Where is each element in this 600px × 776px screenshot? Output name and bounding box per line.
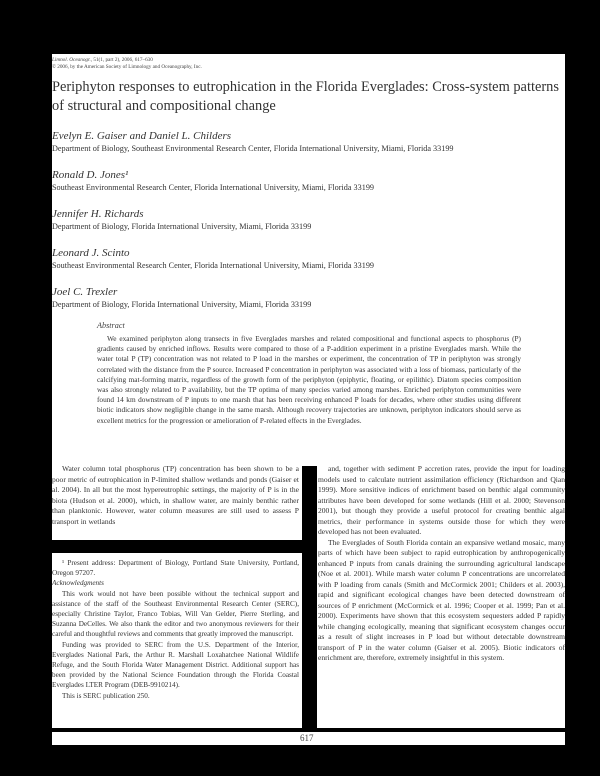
redaction-bar-bottom: [52, 728, 565, 732]
acknowledgments-heading: Acknowledgments: [52, 579, 104, 588]
redaction-bar-horizontal: [52, 540, 302, 553]
author-block: [52, 286, 565, 310]
author-block: [52, 247, 565, 271]
author-block: [52, 169, 565, 193]
body-paragraph: and, together with sediment P accretion rates, provide the input for loading models used to calculate nutrient assimilation efficiency (Richardson and Qian 1999). More sensitive indices of enrichment based on benthic algal community attributes have been developed for some wetlands (Hill et al. 2000; Stevenson 2001), but though they provide a useful protocol for creating benthic algal metrics, their performance in systems outside those for which they were developed has not been evaluated.: [318, 464, 565, 536]
author-affiliation: Southeast Environmental Research Center, Florida International University, Miami, Florida 33199: [52, 261, 375, 270]
funding-text: Funding was provided to SERC from the U.S. Department of the Interior, Everglades National Park, the Arthur R. Marshall Loxahatchee National Wildlife Refuge, and the South Florida Water Management District. Additional support has been provided by the National Science Foundation through the Florida Coastal Everglades LTER Program (DEB-9910214).: [52, 640, 299, 690]
journal-name: Limnol. Oceanogr.: [52, 57, 91, 63]
page-number: 617: [300, 733, 314, 743]
author-name: Jennifer H. Richards: [52, 208, 144, 220]
footnotes: [52, 558, 299, 701]
journal-ref: , 51(1, part 2), 2006, 617–630: [90, 57, 153, 63]
body-paragraph: The Everglades of South Florida contain an expansive wetland mosaic, many parts of which have been subject to rapid eutrophication by anthropogenically enhanced P inputs from canals draining the surrounding agricultural landscape (Noe et al. 2001). While marsh water column P concentrations are uncorrelated with P loading from canals (Smith and McCormick 2001; Childers et al. 2003), rapid and significant ecological changes have been detected downstream of sources of P enrichment (McCormick et al. 1996; Cooper et al. 1999; Pan et al. 2000). Experiments have shown that this ecosystem sequesters added P rapidly while changing ecologically, meaning that significant ecosystem changes occur as a result of slight increases in P load but without detectable downstream transport of P in the water column (Gaiser et al. 2005). Biotic indicators of enrichment are, therefore, extremely insightful in this system.: [318, 537, 565, 662]
abstract-heading: Abstract: [97, 321, 125, 330]
body-column-right: [318, 464, 565, 664]
author-affiliation: Department of Biology, Southeast Environmental Research Center, Florida International University, Miami, Florida 33199: [52, 144, 454, 153]
publication-note: This is SERC publication 250.: [62, 691, 150, 700]
author-block: [52, 130, 565, 154]
author-name: Ronald D. Jones¹: [52, 169, 129, 181]
redaction-bar-vertical: [302, 466, 317, 728]
author-name: Leonard J. Scinto: [52, 247, 130, 259]
author-affiliation: Department of Biology, Florida International University, Miami, Florida 33199: [52, 300, 312, 309]
author-affiliation: Department of Biology, Florida International University, Miami, Florida 33199: [52, 222, 312, 231]
copyright-line: © 2006, by the American Society of Limnology and Oceanography, Inc.: [52, 64, 202, 70]
author-affiliation: Southeast Environmental Research Center, Florida International University, Miami, Florida 33199: [52, 183, 375, 192]
journal-citation: [52, 57, 202, 71]
author-name: Evelyn E. Gaiser and Daniel L. Childers: [52, 130, 232, 142]
body-paragraph: Water column total phosphorus (TP) concentration has been shown to be a poor metric of eutrophication in P-limited shallow wetlands and ponds (Gaiser et al. 2004). In all but the most hypereutrophic settings, the majority of P is in the biota (Hudson et al. 2000), which, in shallow water, are mainly benthic rather than planktonic. However, water column measures are still used to assess P transport in wetlands: [52, 464, 299, 526]
abstract-text: We examined periphyton along transects in five Everglades marshes and related compositional and functional aspects to phosphorus (P) gradients caused by enriched inflows. Results were compared to those of a P-addition experiment in a pristine Everglades marsh. While the water total P (TP) concentration was not related to P load in the marshes or experiment, the concentration of TP in periphyton was strongly correlated with the distance from the P source. Increased P concentration in periphyton was associated with a loss of biomass, particularly of the calcifying mat-forming matrix, regardless of the growth form of the periphyton (epiphytic, floating, or epilithic). Diatom species composition was also strongly related to P availability, but the TP optima of many species varied among marshes. Enriched periphyton communities were found 14 km downstream of P inputs to one marsh that has been receiving enhanced P loads for decades, where other studies using different biotic indicators show negligible change in the same marsh. Although recovery trajectories are unknown, periphyton indicators should serve as excellent metrics for the progression or amelioration of P-related effects in the Everglades.: [97, 334, 521, 425]
body-column-left: [52, 464, 299, 527]
author-block: [52, 208, 565, 232]
document-page: [52, 54, 565, 745]
author-name: Joel C. Trexler: [52, 286, 118, 298]
paper-title: Periphyton responses to eutrophication in the Florida Everglades: Cross-system patterns of structural and compositional change: [52, 79, 559, 114]
acknowledgments-text: This work would not have been possible without the technical support and assistance of the staff of the Southeast Environmental Research Center (SERC), especially Christine Taylor, Franco Tobias, Will Van Gelder, Pierre Sterling, and Suzanna DeCelles. We also thank the editor and two anonymous reviewers for their careful and thoughtful reviews and comments that greatly improved the manuscript.: [52, 589, 299, 639]
footnote-present-address: ¹ Present address: Department of Biology, Portland State University, Portland, Oregon 97207.: [52, 559, 299, 578]
